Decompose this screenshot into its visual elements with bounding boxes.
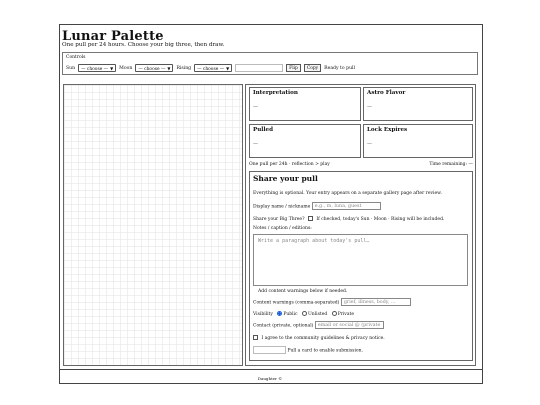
contact-input[interactable]: email or social @ (private — [315, 321, 384, 329]
status-bar — [249, 162, 473, 169]
agree-label: I agree to the community guidelines & privacy notice. — [261, 336, 385, 341]
footer-text: Daughter © — [257, 376, 283, 381]
rising-select-value: — choose — — [197, 67, 225, 72]
warnings-input[interactable]: grief, illness, body, … — [341, 298, 411, 306]
controls-legend: Controls — [66, 55, 86, 60]
big-three-hint: If checked, today's Sun · Moon · Rising will be included. — [316, 217, 445, 222]
visibility-unlisted-label: Unlisted — [308, 312, 328, 317]
warnings-row — [253, 298, 411, 306]
moon-select-value: — choose — — [138, 67, 166, 72]
interpretation-card — [249, 87, 361, 121]
sun-select-value: — choose — — [81, 67, 109, 72]
rising-select[interactable] — [194, 64, 232, 72]
astro-flavor-card — [363, 87, 473, 121]
agree-row — [253, 335, 385, 341]
card-canvas[interactable] — [63, 84, 243, 366]
page-title: Lunar Palette — [62, 29, 164, 44]
chevron-down-icon: ▼ — [110, 66, 114, 71]
contact-row — [253, 321, 384, 329]
share-form — [249, 171, 473, 361]
interpretation-value: — — [253, 104, 258, 110]
pulled-card — [249, 124, 361, 158]
notes-label: Notes / caption / editions: — [253, 226, 312, 231]
share-intro: Everything is optional. Your entry appears on a separate gallery page after review. — [253, 191, 442, 196]
sun-select[interactable] — [78, 64, 116, 72]
pulled-value: — — [253, 141, 258, 147]
visibility-private-label: Private — [337, 312, 355, 317]
display-name-label: Display name / nickname — [253, 204, 311, 210]
flip-button[interactable]: Flip — [286, 64, 301, 72]
chevron-down-icon: ▼ — [226, 66, 230, 71]
pulled-title: Pulled — [253, 127, 273, 133]
submit-hint: Pull a card to enable submission. — [287, 348, 363, 354]
notes-textarea[interactable]: Write a paragraph about today's pull… — [253, 234, 468, 286]
warnings-label: Content warnings (comma-separated) — [253, 300, 340, 306]
lock-expires-card — [363, 124, 473, 158]
disabled-input — [235, 64, 283, 72]
time-remaining: Time remaining: — — [429, 162, 473, 167]
rising-label: Rising — [176, 65, 192, 71]
agree-checkbox[interactable] — [253, 335, 258, 340]
lock-expires-value: — — [367, 141, 372, 147]
share-title: Share your pull — [253, 174, 318, 183]
status-left: One pull per 24h · reflection > play — [249, 162, 330, 167]
sun-label: Sun — [66, 65, 76, 71]
warnings-hint: Add content warnings below if needed. — [258, 289, 348, 294]
visibility-private-radio[interactable] — [332, 311, 337, 316]
big-three-row — [253, 216, 444, 222]
visibility-public-radio[interactable] — [277, 311, 282, 316]
astro-flavor-value: — — [367, 104, 372, 110]
submit-button[interactable] — [253, 346, 286, 354]
lock-expires-title: Lock Expires — [367, 127, 408, 133]
controls-fieldset — [62, 52, 478, 75]
footer-divider — [60, 369, 482, 370]
display-name-row — [253, 202, 381, 210]
chevron-down-icon: ▼ — [167, 66, 171, 71]
submit-row — [253, 346, 363, 354]
big-three-label: Share your Big Three? — [253, 217, 305, 222]
visibility-unlisted-radio[interactable] — [302, 311, 307, 316]
controls-row — [66, 63, 358, 73]
visibility-public-label: Public — [283, 312, 298, 317]
copy-button[interactable]: Copy — [304, 64, 321, 72]
visibility-label: Visibility — [253, 312, 273, 317]
controls-status: Ready to pull — [324, 65, 355, 71]
big-three-checkbox[interactable] — [308, 216, 313, 221]
display-name-input[interactable]: e.g., m, luna, guest — [312, 202, 381, 210]
moon-label: Moon — [119, 65, 133, 71]
contact-label: Contact (private, optional) — [253, 323, 314, 329]
astro-flavor-title: Astro Flavor — [367, 90, 406, 96]
interpretation-title: Interpretation — [253, 90, 298, 96]
page-subtitle: One pull per 24 hours. Choose your big three, then draw. — [62, 42, 225, 48]
moon-select[interactable] — [135, 64, 173, 72]
visibility-row — [253, 311, 354, 317]
